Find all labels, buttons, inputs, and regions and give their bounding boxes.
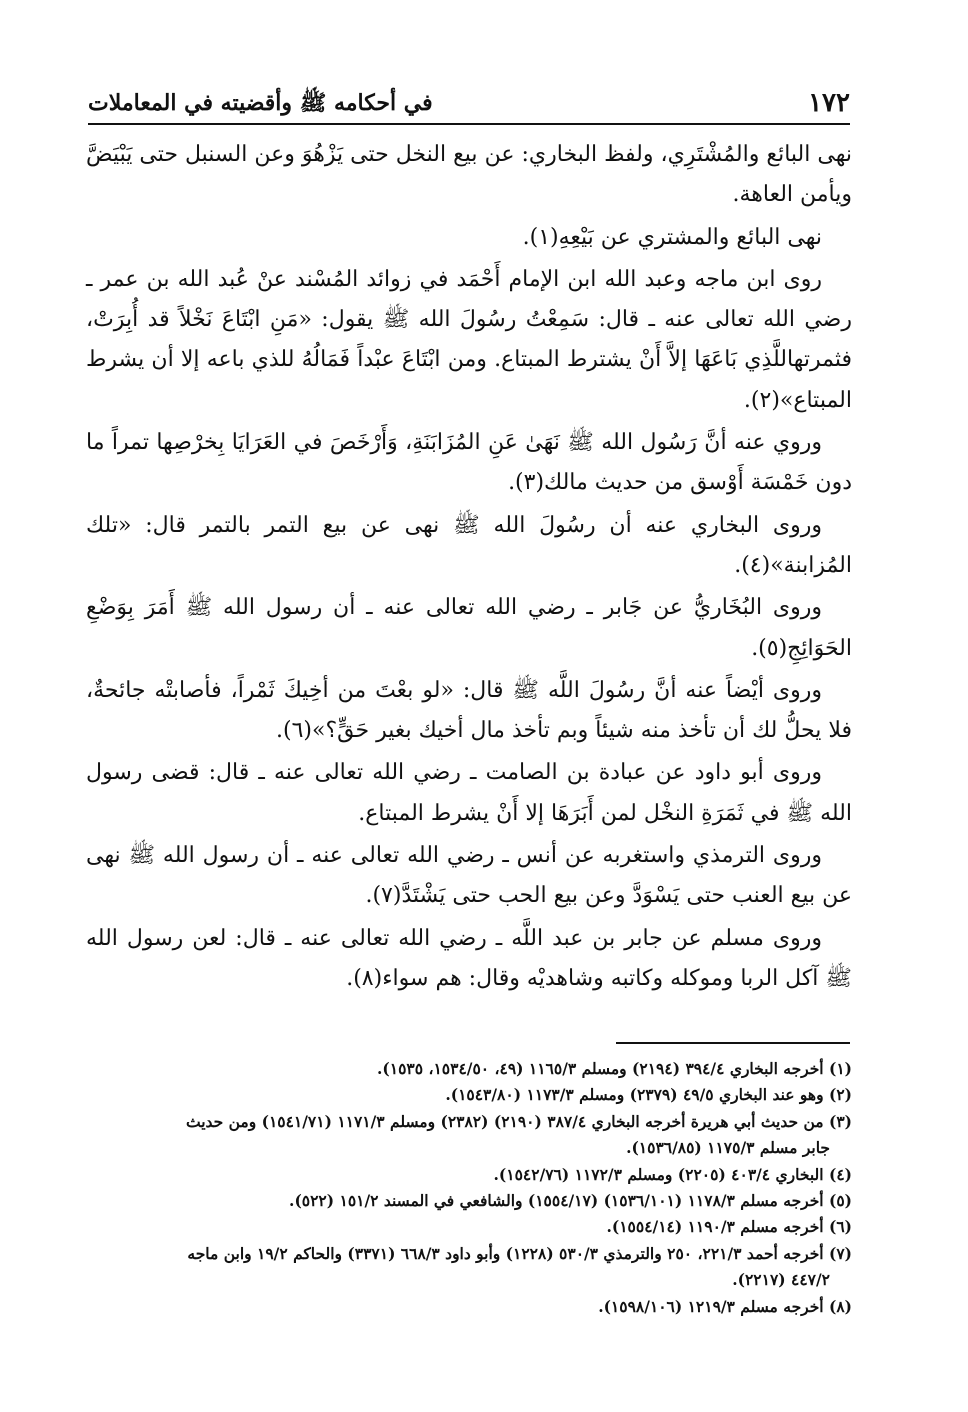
footnote: (٤) البخاري ٤٠٣/٤ (٢٢٠٥) ومسلم ١١٧٢/٣ (١٥٤٢/٧٦). (493, 1164, 852, 1184)
paragraph: نهى البائع والمُشْتَرِي، ولفظ البخاري: عن بيع النخل حتى يَزْهُوَ وعن السنبل حتى يَبْيَضَّ ويأمن العاهة. (86, 142, 852, 208)
footnote: (٥) أخرجه مسلم ١١٧٨/٣ (١٥٣٦/١٠١) (١٥٥٤/١٧) والشافعي في المسند ١٥١/٢ (٥٢٢). (289, 1191, 852, 1211)
footnotes (86, 1056, 852, 1320)
paragraph: روى ابن ماجه وعبد الله ابن الإمام أَحْمَد في زوائد المُسْند عنْ عُبد الله بن عمر ـ رضي الله تعالى عنه ـ قال: سَمِعْتُ رسُولَ الله ﷺ يقول: «مَنِ ابْتَاعَ نَخْلاً قد أُبِرَتْ، فثمرتهاللَّذِي بَاعَهَا إلاَّ أَنْ يشترط المبتاع. ومن ابْتَاعَ عبْداً فَمَالُهُ للذي باعه إلا أن يشرط المبتاع»(٢). (86, 266, 852, 413)
footnote-continuation: ٤٤٧/٢ (٢٢١٧). (732, 1270, 830, 1290)
paragraph: وروى الترمذي واستغربه عن أنس ـ رضي الله تعالى عنه ـ أن رسول الله ﷺ نهى عن بيع العنب حتى يَسْوَدَّ وعن بيع الحب حتى يَشْتَدَّ(٧). (86, 843, 852, 909)
paragraph: وروي عنه أنَّ رَسُول الله ﷺ نَهَىٰ عَنِ المُزَابَنَةِ، وَأَرْخَصَ في العَرَايَا بِخرْصِها تمراً ما دون خَمْسَة أَوْسق من حديث مالك(٣). (86, 430, 852, 496)
footnote: (٢) وهو عند البخاري ٤٩/٥ (٢٣٧٩) ومسلم ١١٧٣/٣ (١٥٤٣/٨٠). (445, 1085, 852, 1105)
paragraph: وروى أيْضاً عنه أنَّ رسُولَ اللَّه ﷺ قال: «لو بعْتَ من أخِيكَ ثَمْراً، فأصابتْه جائحةٌ، فلا يحلُّ لك أن تأخذ منه شيئاً وبم تأخذ مال أخيك بغير حَقٍّ؟»(٦). (86, 677, 852, 744)
footnote: (١) أخرجه البخاري ٣٩٤/٤ (٢١٩٤) ومسلم ١١٦٥/٣ (٤٩، ١٥٣٤/٥٠، ١٥٣٥). (377, 1059, 852, 1078)
paragraph: وروى أبو داود عن عبادة بن الصامت ـ رضي الله تعالى عنه ـ قال: قضى رسول الله ﷺ في ثَمَرَةِ النخْل لمن أَبَرَهَا إلا أَنْ يشرط المبتاع. (86, 760, 852, 826)
page-header (88, 84, 850, 122)
paragraph: وروى مسلم عن جابر بن عبد اللَّه ـ رضي الله تعالى عنه ـ قال: لعن رسول الله ﷺ آكل الربا وموكله وكاتبه وشاهديْه وقال: هم سواء(٨). (86, 925, 852, 991)
footnote: (٦) أخرجه مسلم ١١٩٠/٣ (١٥٥٤/١٤). (606, 1217, 852, 1237)
footnote-continuation: جابر مسلم ١١٧٥/٣ (١٥٣٦/٨٥). (626, 1138, 830, 1158)
paragraph: وروى البخاري عنه أن رسُولَ الله ﷺ نهى عن بيع التمر بالتمر قال: «تلك المُزابنة»(٤). (86, 512, 852, 578)
footnote: (٨) أخرجه مسلم ١٢١٩/٣ (١٥٩٨/١٠٦). (598, 1296, 852, 1316)
header-rule (88, 123, 850, 125)
footnote: (٧) أخرجه أحمد ٢٢١/٣، ٢٥٠ والترمذي ٥٣٠/٣ (١٢٢٨) وأبو داود ٦٦٨/٣ (٣٣٧١) والحاكم ١٩/٢ وابن ماجه (187, 1243, 852, 1263)
footnote-rule (616, 1042, 850, 1044)
footnote: (٣) من حديث أبي هريرة أخرجه البخاري ٣٨٧/٤ (٢١٩٠) (٢٣٨٢) ومسلم ١١٧١/٣ (١٥٤١/٧١) ومن حديث (185, 1111, 852, 1131)
page-number: ١٧٢ (808, 88, 850, 118)
paragraph: نهى البائع والمشتري عن بَيْعِهِ(١). (522, 224, 822, 250)
paragraph: وروى البُخَاريُّ عن جَابر ـ رضي الله تعالى عنه ـ أن رسول الله ﷺ أَمَرَ بِوَضْعِ الحَوَائِجِ(٥). (86, 595, 852, 661)
running-title: في أحكامه ﷺ وأقضيته في المعاملات (88, 90, 433, 116)
main-text (86, 135, 852, 1001)
